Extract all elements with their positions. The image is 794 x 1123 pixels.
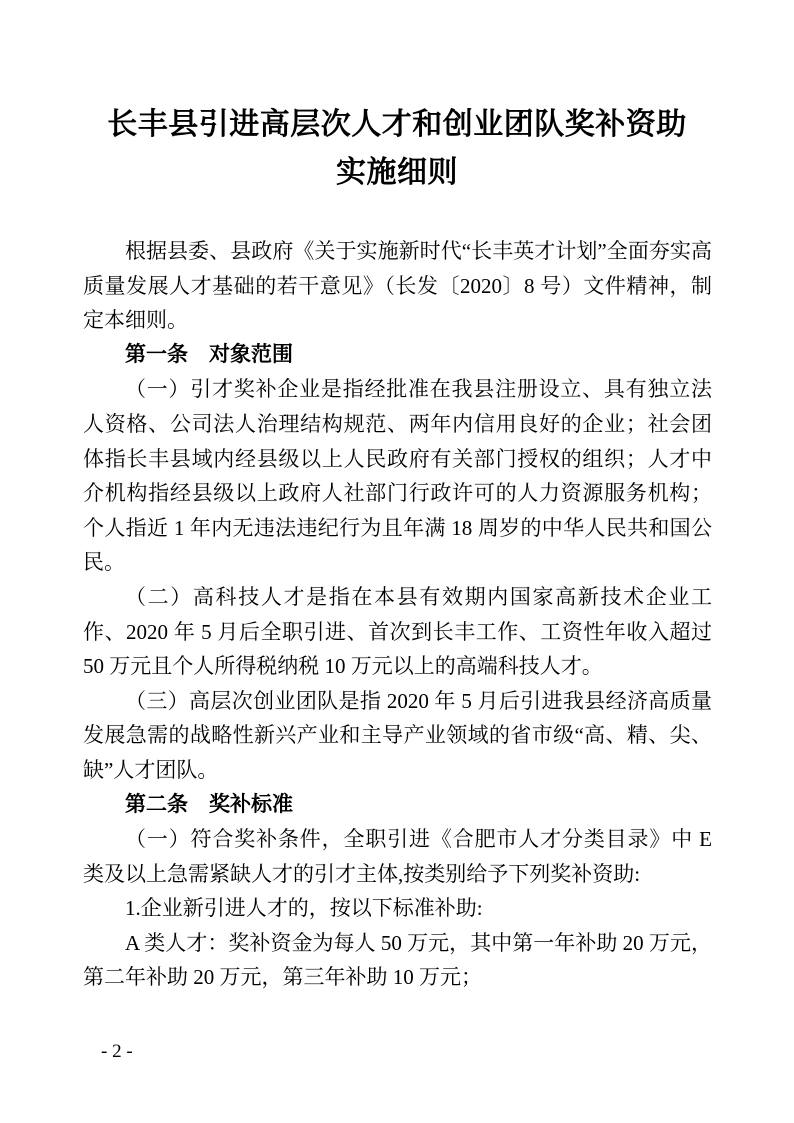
paragraph-article-2-item-1: （一）符合奖补条件，全职引进《合肥市人才分类目录》中 E 类及以上急需紧缺人才的引才主体,按类别给予下列奖补资助: xyxy=(83,827,712,886)
document-title-line-2: 实施细则 xyxy=(336,156,458,189)
page-number: - 2 - xyxy=(101,1041,133,1062)
heading-article-2: 第二条 奖补标准 xyxy=(125,792,293,816)
document-body xyxy=(83,234,712,995)
paragraph-article-1-item-3: （三）高层次创业团队是指 2020 年 5 月后引进我县经济高质量发展急需的战略性新兴产业和主导产业领域的省市级“高、精、尖、缺”人才团队。 xyxy=(83,688,712,782)
paragraph-article-1-item-1: （一）引才奖补企业是指经批准在我县注册设立、具有独立法人资格、公司法人治理结构规范、两年内信用良好的企业；社会团体指长丰县域内经县级以上人民政府有关部门授权的组织；人才中介机构指经县级以上政府人社部门行政许可的人力资源服务机构；个人指近 1 年内无违法违纪行为且年满 18 周岁的中华人民共和国公民。 xyxy=(83,377,712,575)
paragraph-article-1-item-2: （二）高科技人才是指在本县有效期内国家高新技术企业工作、2020 年 5 月后全职引进、首次到长丰工作、工资性年收入超过 50 万元且个人所得税纳税 10 万元以上的高端科技人才。 xyxy=(83,584,712,679)
heading-article-1: 第一条 对象范围 xyxy=(125,342,293,366)
document-title-line-1: 长丰县引进高层次人才和创业团队奖补资助 xyxy=(107,108,687,141)
paragraph-article-2-class-a: A 类人才：奖补资金为每人 50 万元，其中第一年补助 20 万元，第二年补助 20 万元，第三年补助 10 万元； xyxy=(83,930,712,990)
document-title xyxy=(0,0,794,197)
paragraph-preamble: 根据县委、县政府《关于实施新时代“长丰英才计划”全面夯实高质量发展人才基础的若干意见》（长发〔2020〕8 号）文件精神，制定本细则。 xyxy=(83,239,712,333)
paragraph-article-2-sub-1: 1.企业新引进人才的，按以下标准补助: xyxy=(125,896,483,921)
